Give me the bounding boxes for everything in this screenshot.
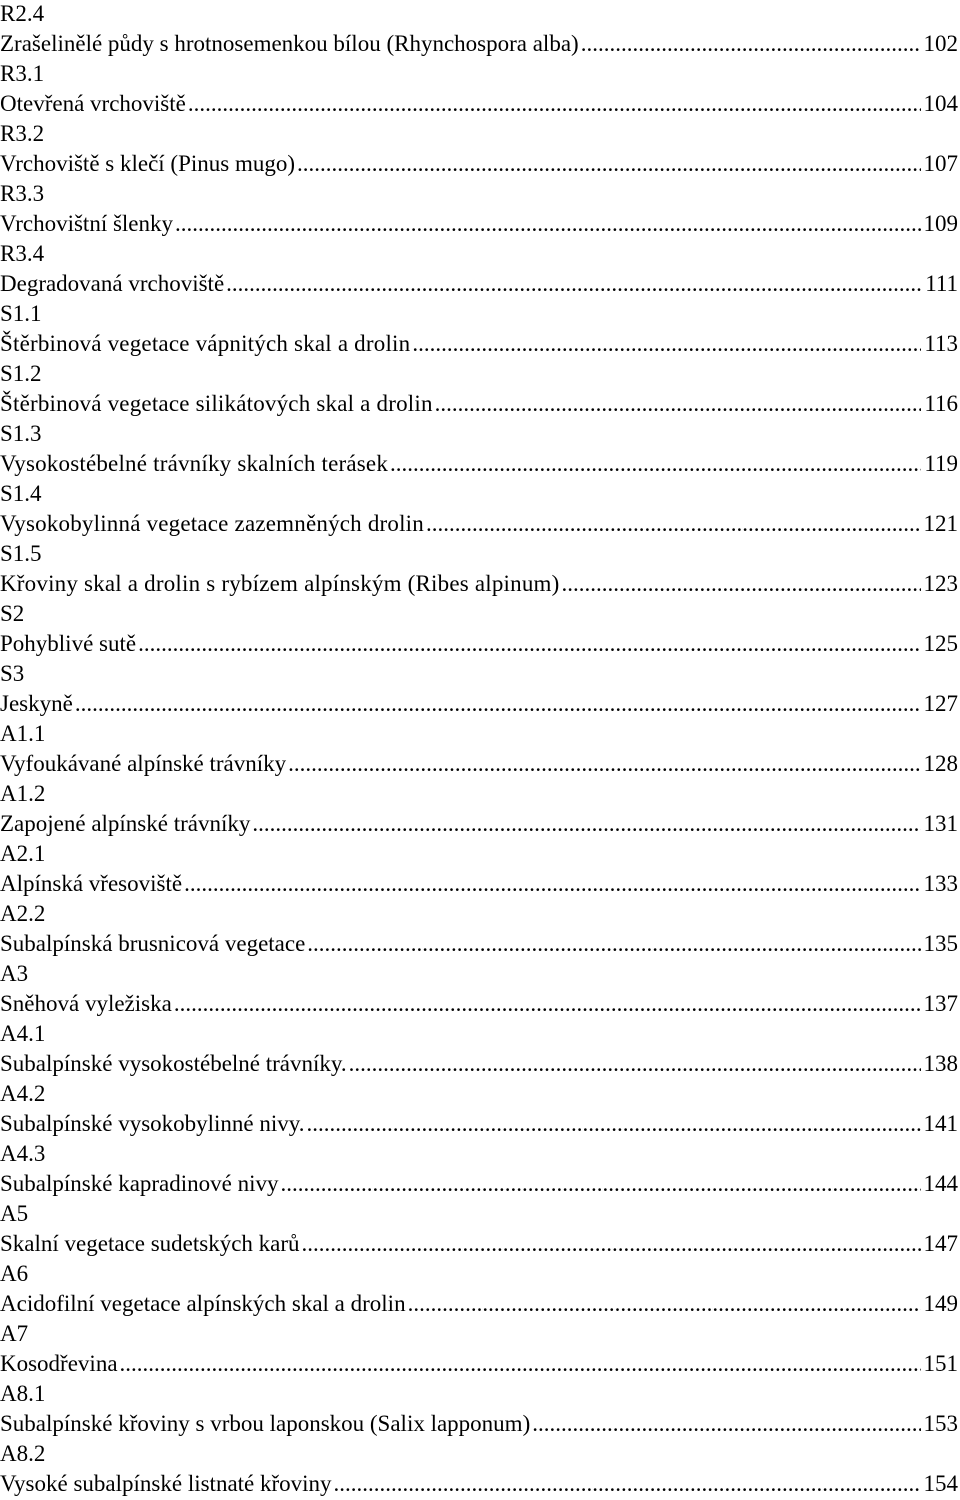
toc-entry-title-line [0,510,960,540]
toc-entry-page: 107 [923,151,958,176]
toc-entry-code: R3.1 [0,61,45,86]
toc-entry-title: Vysoké subalpínské listnaté křoviny [0,1471,332,1496]
toc-entry-title-line [0,150,960,180]
toc-entry-a8-1[interactable] [0,1380,960,1440]
toc-entry-page: 137 [923,991,958,1016]
toc-entry-a8-2[interactable] [0,1440,960,1500]
toc-entry-r2-4[interactable] [0,0,960,60]
toc-entry-code: S1.1 [0,301,42,326]
toc-entry-title-line [0,810,960,840]
toc-entry-title: Štěrbinová vegetace vápnitých skal a drolin [0,331,411,356]
toc-entry-code: A2.1 [0,841,46,866]
toc-entry-title-line [0,30,960,60]
toc-entry-s1-2[interactable] [0,360,960,420]
toc-entry-a4-2[interactable] [0,1080,960,1140]
toc-entry-title: Pohyblivé sutě [0,631,137,656]
toc-entry-title: Štěrbinová vegetace silikátových skal a drolin [0,391,433,416]
toc-entry-code: A4.3 [0,1141,46,1166]
toc-entry-code: A1.1 [0,721,46,746]
toc-dot-leader [349,1050,921,1078]
toc-entry-code: A6 [0,1261,29,1286]
toc-dot-leader [252,810,920,838]
toc-entry-code: A2.2 [0,901,46,926]
toc-entry-page: 119 [924,451,958,476]
toc-entry-code: R3.4 [0,241,45,266]
toc-entry-code: A3 [0,961,29,986]
toc-entry-title-line [0,630,960,660]
toc-entry-title: Sněhová vyležiska [0,991,172,1016]
toc-entry-title: Degradovaná vrchoviště [0,271,225,296]
toc-entry-page: 147 [923,1231,958,1256]
toc-entry-title-line [0,990,960,1020]
toc-entry-code: A7 [0,1321,29,1346]
toc-dot-leader [532,1410,920,1438]
toc-entry-title: Vrchovištní šlenky [0,211,174,236]
toc-entry-r3-1[interactable] [0,60,960,120]
toc-dot-leader [188,90,921,118]
toc-entry-title-line [0,270,960,300]
toc-entry-a1-2[interactable] [0,780,960,840]
toc-entry-s1-1[interactable] [0,300,960,360]
toc-entry-page: 151 [923,1351,958,1376]
toc-entry-title: Kosodřevina [0,1351,118,1376]
toc-entry-code: R3.3 [0,181,45,206]
toc-entry-title: Křoviny skal a drolin s rybízem alpínským (Ribes alpinum) [0,571,560,596]
toc-dot-leader [288,750,920,778]
toc-entry-title: Zrašelinělé půdy s hrotnosemenkou bílou (Rhynchospora alba) [0,31,579,56]
toc-entry-title-line [0,1110,960,1140]
toc-entry-page: 131 [923,811,958,836]
toc-entry-page: 104 [923,91,958,116]
toc-entry-title-line [0,930,960,960]
toc-entry-title-line [0,1350,960,1380]
toc-entry-code: A8.2 [0,1441,46,1466]
toc-entry-a5[interactable] [0,1200,960,1260]
toc-entry-title-line [0,1290,960,1320]
toc-entry-code: S2 [0,601,25,626]
toc-dot-leader [75,690,921,718]
toc-entry-r3-4[interactable] [0,240,960,300]
toc-entry-title-line [0,690,960,720]
toc-dot-leader [412,330,921,358]
toc-entry-title: Vysokobylinná vegetace zazemněných drolin [0,511,424,536]
toc-entry-s1-3[interactable] [0,420,960,480]
toc-entry-page: 121 [923,511,958,536]
toc-entry-page: 113 [924,331,958,356]
toc-entry-page: 141 [923,1111,958,1136]
toc-entry-page: 135 [923,931,958,956]
toc-entry-page: 123 [923,571,958,596]
toc-entry-page: 133 [923,871,958,896]
toc-entry-title-line [0,870,960,900]
toc-entry-code: R2.4 [0,1,45,26]
toc-dot-leader [138,630,920,658]
toc-dot-leader [302,1230,921,1258]
toc-entry-page: 102 [923,31,958,56]
toc-dot-leader [307,1110,921,1138]
toc-entry-title-line [0,1470,960,1500]
toc-dot-leader [184,870,920,898]
toc-entry-code: A4.1 [0,1021,46,1046]
toc-entry-page: 111 [925,271,958,296]
toc-dot-leader [226,270,922,298]
toc-dot-leader [390,450,921,478]
toc-entry-a2-1[interactable] [0,840,960,900]
toc-dot-leader [435,390,922,418]
toc-entry-title-line [0,750,960,780]
toc-entry-page: 128 [923,751,958,776]
toc-entry-title: Vyfoukávané alpínské trávníky [0,751,287,776]
toc-entry-a3[interactable] [0,960,960,1020]
toc-entry-title-line [0,450,960,480]
toc-dot-leader [174,990,921,1018]
toc-entry-page: 127 [923,691,958,716]
toc-dot-leader [297,150,920,178]
toc-entry-code: S1.5 [0,541,42,566]
toc-entry-s2[interactable] [0,600,960,660]
toc-entry-r3-2[interactable] [0,120,960,180]
toc-entry-code: S1.2 [0,361,42,386]
toc-entry-page: 116 [924,391,958,416]
toc-entry-r3-3[interactable] [0,180,960,240]
toc-entry-a2-2[interactable] [0,900,960,960]
toc-entry-title-line [0,330,960,360]
toc-entry-title: Otevřená vrchoviště [0,91,186,116]
toc-entry-title: Zapojené alpínské trávníky [0,811,251,836]
toc-entry-title: Skalní vegetace sudetských karů [0,1231,300,1256]
toc-dot-leader [426,510,921,538]
toc-entry-s1-5[interactable] [0,540,960,600]
toc-entry-code: A1.2 [0,781,46,806]
toc-entry-page: 109 [923,211,958,236]
toc-entry-code: R3.2 [0,121,45,146]
toc-entry-title: Acidofilní vegetace alpínských skal a drolin [0,1291,406,1316]
toc-entry-title: Subalpínská brusnicová vegetace [0,931,306,956]
toc-entry-a1-1[interactable] [0,720,960,780]
toc-entry-s3[interactable] [0,660,960,720]
toc-entry-code: A8.1 [0,1381,46,1406]
toc-entry-title-line [0,1050,960,1080]
toc-dot-leader [281,1170,921,1198]
toc-entry-title-line [0,1410,960,1440]
toc-entry-page: 154 [923,1471,958,1496]
toc-entry-title: Subalpínské křoviny s vrbou laponskou (Salix lapponum) [0,1411,531,1436]
toc-entry-page: 125 [923,631,958,656]
toc-entry-title-line [0,90,960,120]
toc-dot-leader [175,210,920,238]
toc-entry-code: A5 [0,1201,29,1226]
toc-entry-title: Vrchoviště s klečí (Pinus mugo) [0,151,296,176]
toc-dot-leader [307,930,920,958]
toc-entry-a6[interactable] [0,1260,960,1320]
toc-dot-leader [120,1350,921,1378]
toc-entry-a7[interactable] [0,1320,960,1380]
toc-entry-title-line [0,210,960,240]
toc-entry-code: S3 [0,661,25,686]
toc-entry-s1-4[interactable] [0,480,960,540]
toc-dot-leader [408,1290,921,1318]
toc-entry-a4-1[interactable] [0,1020,960,1080]
toc-entry-title-line [0,570,960,600]
toc-entry-title: Jeskyně [0,691,73,716]
toc-entry-title-line [0,1230,960,1260]
toc-dot-leader [581,30,921,58]
toc-entry-code: A4.2 [0,1081,46,1106]
toc-dot-leader [561,570,920,598]
toc-entry-title: Subalpínské vysokostébelné trávníky. [0,1051,347,1076]
toc-entry-code: S1.3 [0,421,42,446]
toc-entry-title: Vysokostébelné trávníky skalních terásek [0,451,389,476]
toc-entry-title-line [0,1170,960,1200]
toc-entry-page: 149 [923,1291,958,1316]
toc-entry-title: Subalpínské vysokobylinné nivy. [0,1111,305,1136]
toc-entry-page: 153 [923,1411,958,1436]
toc-entry-title-line [0,390,960,420]
toc-entry-page: 138 [923,1051,958,1076]
toc-entry-title: Alpínská vřesoviště [0,871,183,896]
toc-entry-code: S1.4 [0,481,42,506]
toc-entry-title: Subalpínské kapradinové nivy [0,1171,279,1196]
toc-entry-a4-3[interactable] [0,1140,960,1200]
toc-entry-page: 144 [923,1171,958,1196]
